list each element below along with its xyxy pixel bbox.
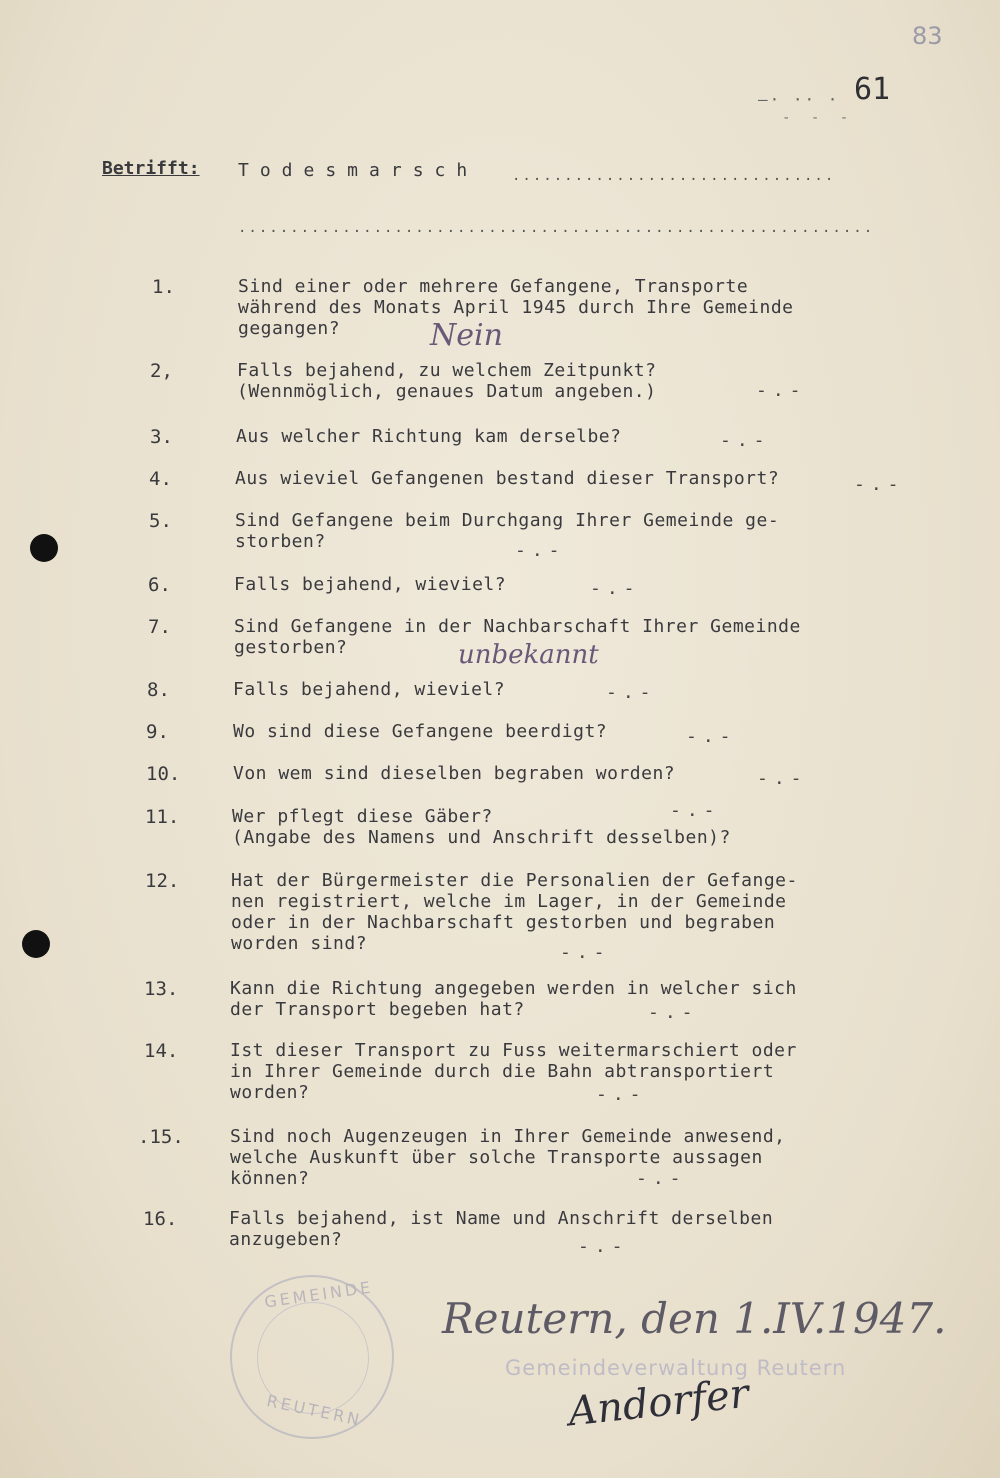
question-line: anzugeben?: [229, 1229, 343, 1250]
question-line: Ist dieser Transport zu Fuss weitermarschiert oder: [230, 1040, 797, 1061]
subject-dotted-line-2: .............................................................: [238, 220, 875, 236]
question-text: [238, 276, 794, 339]
question-number: 4.: [149, 468, 172, 490]
question-text: [233, 763, 675, 784]
page-number-underline-mark: - - -: [782, 110, 855, 126]
question-text: [231, 870, 798, 954]
question-line: (Wennmöglich, genaues Datum angeben.): [237, 381, 657, 402]
question-text: [237, 360, 656, 402]
question-line: worden?: [230, 1082, 310, 1103]
subject-dotted-line: ...............................: [512, 168, 836, 184]
stamp-bottom-text: REUTERN: [265, 1391, 364, 1430]
question-text: [235, 510, 779, 552]
question-line: Falls bejahend, zu welchem Zeitpunkt?: [237, 360, 657, 381]
question-text: [233, 721, 607, 742]
question-number: 10.: [146, 763, 181, 785]
question-text: [230, 1126, 786, 1189]
question-line: gestorben?: [234, 637, 348, 658]
question-line: in Ihrer Gemeinde durch die Bahn abtransportiert: [230, 1061, 775, 1082]
dash-answer: -.-: [636, 1168, 687, 1189]
punch-hole-bottom: [22, 930, 50, 958]
question-text: [235, 468, 779, 489]
pencil-archive-number: 83: [912, 22, 943, 50]
question-number: 7.: [148, 616, 171, 638]
question-line: Falls bejahend, wieviel?: [233, 679, 506, 700]
question-text: [232, 806, 731, 848]
question-line: worden sind?: [231, 933, 368, 954]
question-number: 16.: [143, 1208, 178, 1230]
question-line: Sind noch Augenzeugen in Ihrer Gemeinde anwesend,: [230, 1126, 786, 1147]
question-number: 3.: [150, 426, 173, 448]
question-text: [230, 978, 797, 1020]
signature: Andorfer: [566, 1370, 751, 1436]
question-line: Wo sind diese Gefangene beerdigt?: [233, 721, 608, 742]
question-number: 14.: [144, 1040, 179, 1062]
question-text: [234, 574, 506, 595]
place-date-handwritten: Reutern, den 1.IV.1947.: [442, 1294, 947, 1343]
question-text: [230, 1040, 797, 1103]
stamp-top-text: GEMEINDE: [263, 1277, 375, 1312]
question-line: nen registriert, welche im Lager, in der Gemeinde: [231, 891, 787, 912]
question-number: 2,: [150, 360, 173, 382]
question-line: Kann die Richtung angegeben werden in welcher sich: [230, 978, 797, 999]
dash-answer: -.-: [590, 578, 641, 599]
dash-answer: -.-: [670, 800, 721, 821]
office-stamp-text: Gemeindeverwaltung Reutern: [505, 1356, 847, 1380]
question-text: [236, 426, 621, 447]
dash-answer: -.-: [756, 380, 807, 401]
question-text: [233, 679, 505, 700]
dash-answer: -.-: [606, 682, 657, 703]
question-line: (Angabe des Namens und Anschrift desselben)?: [232, 827, 731, 848]
dash-answer: -.-: [854, 474, 905, 495]
question-line: Aus wieviel Gefangenen bestand dieser Transport?: [235, 468, 780, 489]
page-number-prefix-mark: –· ·· ·: [758, 90, 840, 109]
question-line: Sind Gefangene beim Durchgang Ihrer Gemeinde ge-: [235, 510, 780, 531]
dash-answer: -.-: [596, 1084, 647, 1105]
dash-answer: -.-: [515, 540, 566, 561]
dash-answer: -.-: [720, 430, 771, 451]
subject-label: Betrifft:: [102, 158, 200, 179]
question-line: Hat der Bürgermeister die Personalien der Gefange-: [231, 870, 798, 891]
question-number: 13.: [144, 978, 179, 1000]
question-line: Falls bejahend, ist Name und Anschrift derselben: [229, 1208, 774, 1229]
question-line: der Transport begeben hat?: [230, 999, 525, 1020]
question-number: 1.: [152, 276, 175, 298]
dash-answer: -.-: [560, 942, 611, 963]
question-line: während des Monats April 1945 durch Ihre Gemeinde: [238, 297, 794, 318]
question-line: gegangen?: [238, 318, 341, 339]
handwritten-answer: unbekannt: [458, 640, 599, 670]
question-text: [229, 1208, 773, 1250]
question-line: storben?: [235, 531, 326, 552]
question-number: 12.: [145, 870, 180, 892]
round-municipal-stamp: [230, 1275, 394, 1439]
question-line: welche Auskunft über solche Transporte aussagen: [230, 1147, 763, 1168]
question-number: 6.: [148, 574, 171, 596]
question-line: Von wem sind dieselben begraben worden?: [233, 763, 676, 784]
question-number: .15.: [138, 1126, 184, 1148]
dash-answer: -.-: [648, 1002, 699, 1023]
question-line: können?: [230, 1168, 310, 1189]
handwritten-answer: Nein: [430, 318, 503, 353]
question-number: 11.: [145, 806, 180, 828]
question-line: Falls bejahend, wieviel?: [234, 574, 507, 595]
question-line: Wer pflegt diese Gäber?: [232, 806, 493, 827]
subject-text: Todesmarsch: [238, 160, 479, 181]
question-line: Sind einer oder mehrere Gefangene, Transporte: [238, 276, 749, 297]
dash-answer: -.-: [578, 1236, 629, 1257]
question-number: 8.: [147, 679, 170, 701]
dash-answer: -.-: [686, 726, 737, 747]
question-line: Sind Gefangene in der Nachbarschaft Ihrer Gemeinde: [234, 616, 801, 637]
dash-answer: -.-: [757, 768, 808, 789]
question-number: 9.: [146, 721, 169, 743]
question-line: oder in der Nachbarschaft gestorben und begraben: [231, 912, 776, 933]
question-number: 5.: [149, 510, 172, 532]
question-line: Aus welcher Richtung kam derselbe?: [236, 426, 622, 447]
page-number: 61: [854, 72, 891, 107]
punch-hole-top: [30, 534, 58, 562]
